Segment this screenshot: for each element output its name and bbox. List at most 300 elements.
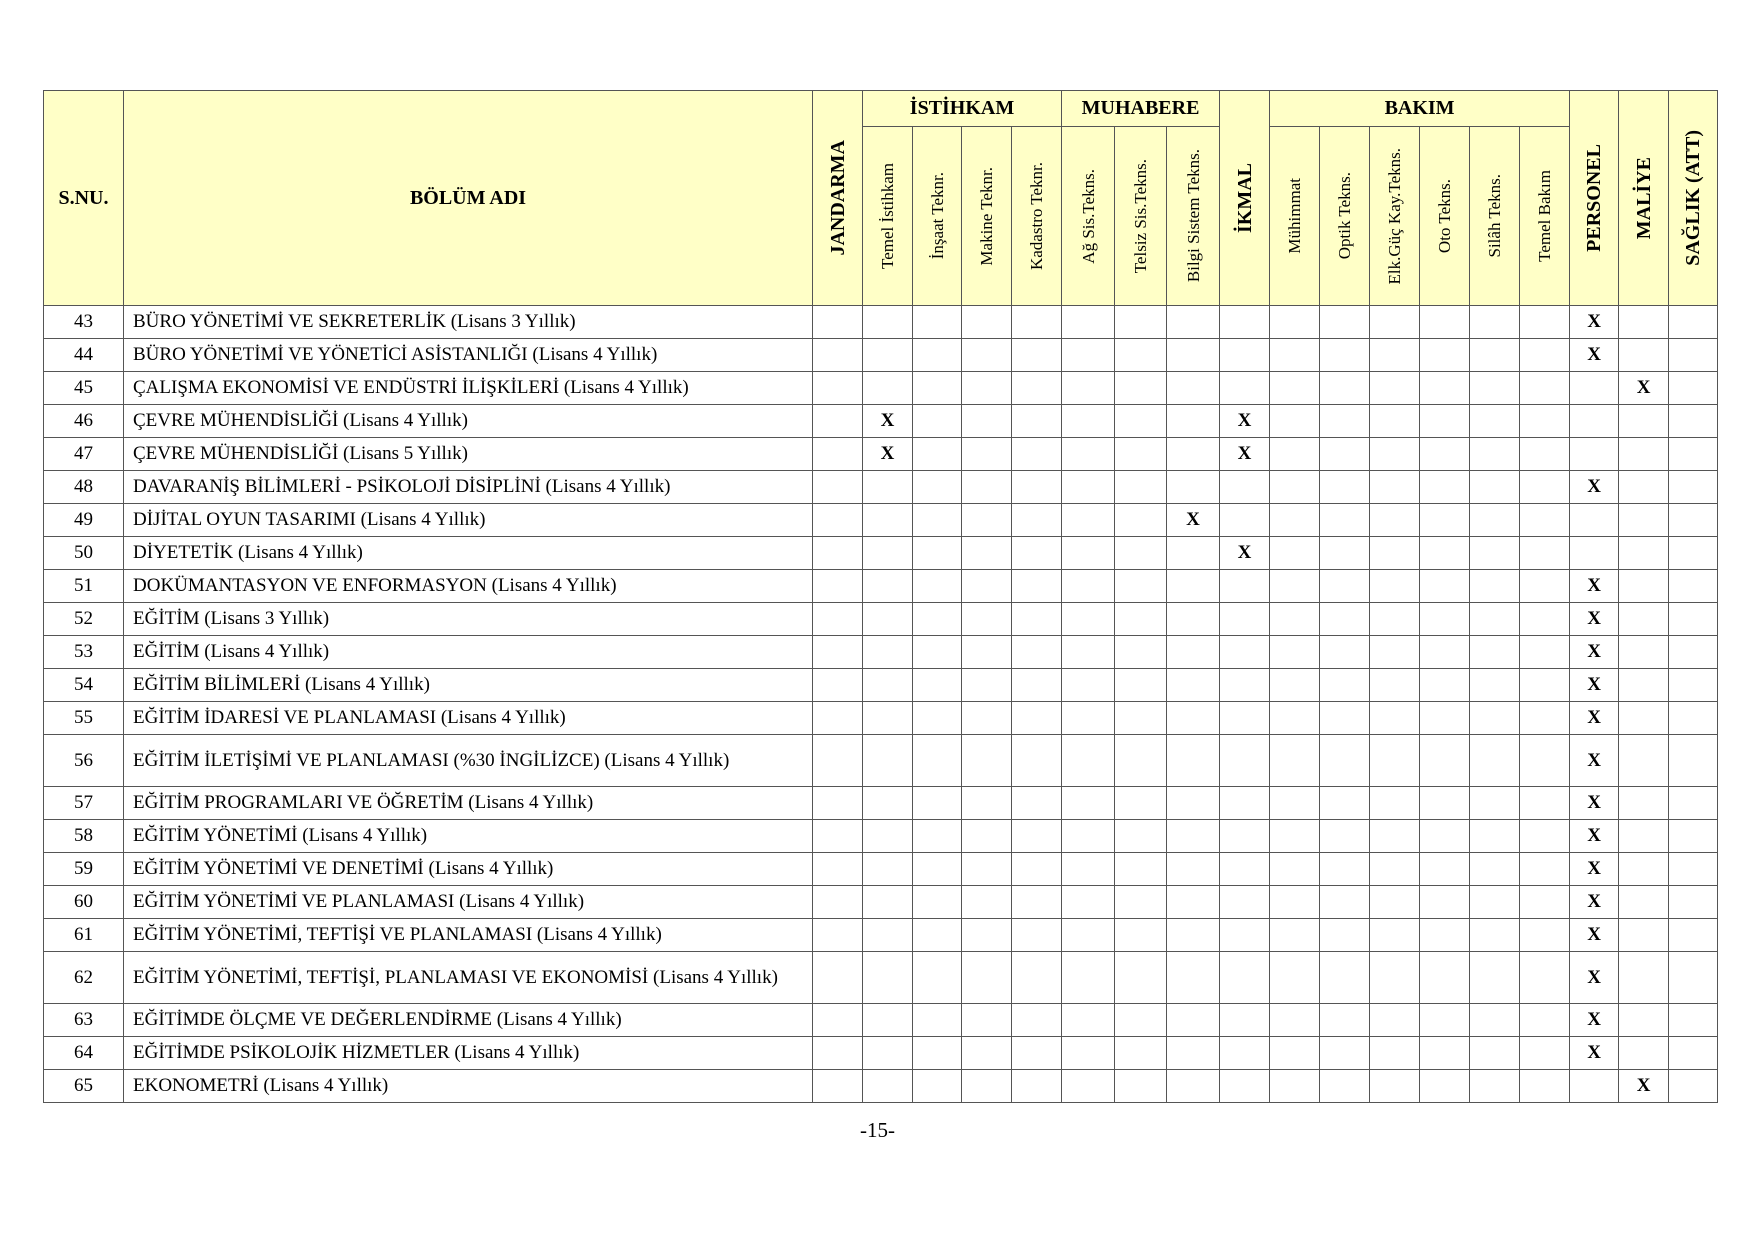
row-cell [1520, 669, 1570, 702]
row-cell [962, 787, 1012, 820]
header-group-bakim: BAKIM [1270, 91, 1570, 127]
header-col-maliye [1619, 91, 1669, 306]
row-sn: 63 [44, 1004, 124, 1037]
row-cell [813, 1037, 863, 1070]
row-cell [1320, 1004, 1370, 1037]
row-cell [1669, 919, 1718, 952]
row-cell [962, 570, 1012, 603]
row-cell [1370, 438, 1420, 471]
row-cell [1420, 1037, 1470, 1070]
row-cell [913, 787, 962, 820]
row-cell [962, 339, 1012, 372]
row-cell [962, 405, 1012, 438]
row-cell [1062, 952, 1115, 1004]
row-cell [1370, 504, 1420, 537]
row-cell [1619, 405, 1669, 438]
row-cell [1012, 787, 1062, 820]
row-mark: X [1570, 306, 1619, 339]
header-col-muhimmat [1270, 127, 1320, 306]
row-cell [1619, 570, 1669, 603]
row-cell [1470, 702, 1520, 735]
row-mark: X [1570, 339, 1619, 372]
row-cell [913, 636, 962, 669]
row-cell [1012, 952, 1062, 1004]
row-cell [1220, 787, 1270, 820]
row-cell [1062, 603, 1115, 636]
row-cell [1270, 636, 1320, 669]
row-cell [1062, 636, 1115, 669]
row-cell [1470, 537, 1520, 570]
row-sn: 54 [44, 669, 124, 702]
row-cell [813, 603, 863, 636]
row-cell [962, 1004, 1012, 1037]
row-cell [1320, 471, 1370, 504]
row-cell [813, 735, 863, 787]
row-cell [1669, 636, 1718, 669]
row-department-name: EĞİTİM YÖNETİMİ VE DENETİMİ (Lisans 4 Yıllık) [124, 853, 813, 886]
row-cell [863, 669, 913, 702]
row-cell [1520, 339, 1570, 372]
row-cell [1062, 1070, 1115, 1103]
row-cell [913, 1070, 962, 1103]
header-col-silah [1470, 127, 1520, 306]
row-cell [1370, 570, 1420, 603]
row-cell [1270, 438, 1320, 471]
row-cell [863, 603, 913, 636]
row-cell [913, 1004, 962, 1037]
row-cell [1669, 702, 1718, 735]
row-cell [863, 636, 913, 669]
row-cell [1115, 1070, 1167, 1103]
header-col-personel-label: PERSONEL [1583, 144, 1606, 252]
row-sn: 55 [44, 702, 124, 735]
row-cell [1115, 372, 1167, 405]
row-cell [1370, 306, 1420, 339]
row-cell [813, 1070, 863, 1103]
row-cell [1520, 372, 1570, 405]
row-mark: X [1570, 919, 1619, 952]
row-cell [1470, 669, 1520, 702]
row-mark: X [1619, 1070, 1669, 1103]
row-mark: X [1570, 471, 1619, 504]
header-col-personel [1570, 91, 1619, 306]
row-cell [863, 504, 913, 537]
row-mark: X [1570, 886, 1619, 919]
row-department-name: EKONOMETRİ (Lisans 4 Yıllık) [124, 1070, 813, 1103]
row-cell [1167, 471, 1220, 504]
row-cell [1270, 702, 1320, 735]
row-cell [1012, 853, 1062, 886]
row-mark: X [863, 438, 913, 471]
row-cell [1470, 471, 1520, 504]
row-cell [913, 438, 962, 471]
row-cell [813, 570, 863, 603]
row-cell [962, 504, 1012, 537]
row-cell [1619, 306, 1669, 339]
row-sn: 58 [44, 820, 124, 853]
row-cell [1619, 438, 1669, 471]
row-department-name: DİJİTAL OYUN TASARIMI (Lisans 4 Yıllık) [124, 504, 813, 537]
table-row [44, 603, 1718, 636]
row-cell [1420, 1070, 1470, 1103]
row-department-name: DAVARANİŞ BİLİMLERİ - PSİKOLOJİ DİSİPLİNİ (Lisans 4 Yıllık) [124, 471, 813, 504]
header-col-silah-label: Silâh Tekns. [1485, 174, 1505, 258]
row-cell [1619, 603, 1669, 636]
row-cell [1167, 306, 1220, 339]
row-cell [1420, 669, 1470, 702]
row-cell [1370, 1070, 1420, 1103]
header-col-saglik-label: SAĞLIK (ATT) [1682, 130, 1705, 266]
row-cell [1167, 537, 1220, 570]
row-cell [1062, 886, 1115, 919]
row-cell [1619, 669, 1669, 702]
row-cell [1520, 820, 1570, 853]
row-cell [1062, 735, 1115, 787]
row-sn: 56 [44, 735, 124, 787]
row-cell [1470, 952, 1520, 1004]
header-group-istihkam: İSTİHKAM [863, 91, 1062, 127]
row-cell [813, 787, 863, 820]
row-cell [813, 372, 863, 405]
row-cell [1370, 952, 1420, 1004]
row-cell [962, 919, 1012, 952]
row-cell [1270, 735, 1320, 787]
table-row [44, 952, 1718, 1004]
table-body [44, 306, 1718, 1103]
row-cell [1570, 504, 1619, 537]
row-cell [1370, 372, 1420, 405]
row-cell [1167, 438, 1220, 471]
row-mark: X [1570, 853, 1619, 886]
row-cell [1115, 787, 1167, 820]
row-cell [1220, 1004, 1270, 1037]
table-row [44, 504, 1718, 537]
row-cell [1520, 1004, 1570, 1037]
row-department-name: EĞİTİMDE ÖLÇME VE DEĞERLENDİRME (Lisans 4 Yıllık) [124, 1004, 813, 1037]
row-cell [813, 339, 863, 372]
row-cell [1619, 339, 1669, 372]
row-cell [1115, 636, 1167, 669]
row-cell [1115, 1004, 1167, 1037]
row-cell [1167, 603, 1220, 636]
row-cell [1669, 820, 1718, 853]
row-cell [962, 438, 1012, 471]
table-row [44, 471, 1718, 504]
row-cell [1669, 537, 1718, 570]
row-cell [1320, 702, 1370, 735]
row-cell [913, 537, 962, 570]
row-cell [1669, 853, 1718, 886]
row-cell [1062, 504, 1115, 537]
row-cell [1320, 735, 1370, 787]
row-cell [1270, 952, 1320, 1004]
header-col-kadastro-label: Kadastro Teknr. [1027, 161, 1047, 271]
row-sn: 45 [44, 372, 124, 405]
table-row [44, 438, 1718, 471]
row-cell [1167, 669, 1220, 702]
row-cell [1115, 853, 1167, 886]
header-col-temel-bakim [1520, 127, 1570, 306]
row-cell [1669, 471, 1718, 504]
header-col-insaat [913, 127, 962, 306]
row-cell [913, 504, 962, 537]
row-cell [1370, 1004, 1420, 1037]
row-cell [1220, 372, 1270, 405]
row-cell [1470, 438, 1520, 471]
row-cell [1270, 669, 1320, 702]
row-cell [1470, 886, 1520, 919]
row-cell [1420, 702, 1470, 735]
row-department-name: EĞİTİM BİLİMLERİ (Lisans 4 Yıllık) [124, 669, 813, 702]
row-cell [1012, 570, 1062, 603]
row-cell [813, 952, 863, 1004]
row-cell [913, 471, 962, 504]
row-mark: X [1570, 570, 1619, 603]
row-mark: X [1570, 820, 1619, 853]
row-cell [1520, 438, 1570, 471]
header-col-temel-bakim-label: Temel Bakım [1535, 170, 1555, 262]
table-row [44, 372, 1718, 405]
row-cell [1012, 438, 1062, 471]
row-cell [913, 405, 962, 438]
row-cell [1167, 886, 1220, 919]
row-cell [1420, 603, 1470, 636]
row-cell [1012, 919, 1062, 952]
row-cell [1012, 669, 1062, 702]
header-col-temel-istihkam [863, 127, 913, 306]
row-cell [813, 1004, 863, 1037]
row-department-name: ÇALIŞMA EKONOMİSİ VE ENDÜSTRİ İLİŞKİLERİ (Lisans 4 Yıllık) [124, 372, 813, 405]
row-department-name: EĞİTİM YÖNETİMİ (Lisans 4 Yıllık) [124, 820, 813, 853]
row-cell [1220, 853, 1270, 886]
row-cell [1062, 787, 1115, 820]
row-cell [1370, 339, 1420, 372]
row-cell [1115, 1037, 1167, 1070]
row-cell [1619, 735, 1669, 787]
page-number: -15- [860, 1118, 895, 1142]
row-cell [1520, 603, 1570, 636]
row-cell [1012, 306, 1062, 339]
row-department-name: EĞİTİM YÖNETİMİ VE PLANLAMASI (Lisans 4 Yıllık) [124, 886, 813, 919]
row-department-name: DOKÜMANTASYON VE ENFORMASYON (Lisans 4 Yıllık) [124, 570, 813, 603]
row-cell [1520, 919, 1570, 952]
row-cell [1669, 1037, 1718, 1070]
header-col-makine [962, 127, 1012, 306]
row-department-name: EĞİTİM İLETİŞİMİ VE PLANLAMASI (%30 İNGİLİZCE) (Lisans 4 Yıllık) [124, 735, 813, 787]
row-cell [1012, 1070, 1062, 1103]
header-col-ikmal [1220, 91, 1270, 306]
row-sn: 48 [44, 471, 124, 504]
row-mark: X [1570, 1004, 1619, 1037]
row-cell [1420, 438, 1470, 471]
row-cell [1012, 339, 1062, 372]
table-row [44, 1004, 1718, 1037]
row-cell [1220, 306, 1270, 339]
row-cell [913, 853, 962, 886]
row-cell [1270, 820, 1320, 853]
row-cell [863, 1037, 913, 1070]
row-cell [913, 886, 962, 919]
row-cell [1470, 787, 1520, 820]
row-cell [1470, 1004, 1520, 1037]
row-cell [863, 702, 913, 735]
row-cell [1320, 1037, 1370, 1070]
row-cell [1619, 1037, 1669, 1070]
row-cell [1320, 1070, 1370, 1103]
row-cell [1520, 537, 1570, 570]
row-cell [1470, 405, 1520, 438]
row-cell [1167, 570, 1220, 603]
row-cell [813, 537, 863, 570]
row-cell [1470, 636, 1520, 669]
row-sn: 64 [44, 1037, 124, 1070]
row-cell [1115, 603, 1167, 636]
row-mark: X [1619, 372, 1669, 405]
row-cell [962, 603, 1012, 636]
row-cell [1520, 735, 1570, 787]
row-cell [1520, 405, 1570, 438]
row-cell [1012, 471, 1062, 504]
row-cell [1320, 339, 1370, 372]
row-cell [1420, 1004, 1470, 1037]
row-cell [1167, 1037, 1220, 1070]
row-cell [1167, 820, 1220, 853]
row-cell [1669, 306, 1718, 339]
table-row [44, 702, 1718, 735]
row-cell [1012, 886, 1062, 919]
row-cell [1115, 702, 1167, 735]
row-mark: X [1570, 735, 1619, 787]
row-cell [1270, 919, 1320, 952]
row-cell [1470, 372, 1520, 405]
row-cell [813, 919, 863, 952]
row-cell [1420, 537, 1470, 570]
row-cell [813, 471, 863, 504]
row-cell [1012, 372, 1062, 405]
header-col-temel-istihkam-label: Temel İstihkam [878, 163, 897, 269]
row-cell [1470, 919, 1520, 952]
row-cell [1320, 787, 1370, 820]
row-cell [1167, 952, 1220, 1004]
row-cell [863, 1070, 913, 1103]
row-cell [1669, 570, 1718, 603]
row-cell [1167, 1070, 1220, 1103]
row-cell [913, 570, 962, 603]
header-sn: S.NU. [44, 91, 124, 306]
row-cell [1167, 702, 1220, 735]
row-cell [962, 853, 1012, 886]
row-cell [1470, 603, 1520, 636]
row-cell [1520, 471, 1570, 504]
row-cell [1520, 853, 1570, 886]
header-col-jandarma [813, 91, 863, 306]
row-cell [1012, 504, 1062, 537]
row-cell [1115, 886, 1167, 919]
row-cell [1062, 669, 1115, 702]
row-sn: 43 [44, 306, 124, 339]
row-cell [1115, 570, 1167, 603]
table-row [44, 1070, 1718, 1103]
table-row [44, 919, 1718, 952]
row-department-name: EĞİTİM YÖNETİMİ, TEFTİŞİ VE PLANLAMASI (Lisans 4 Yıllık) [124, 919, 813, 952]
row-cell [962, 537, 1012, 570]
row-cell [863, 306, 913, 339]
row-cell [1420, 919, 1470, 952]
header-col-insaat-label: İnşaat Teknr. [927, 172, 947, 260]
row-department-name: EĞİTİM PROGRAMLARI VE ÖĞRETİM (Lisans 4 Yıllık) [124, 787, 813, 820]
header-col-ikmal-label: İKMAL [1233, 163, 1256, 233]
row-cell [913, 339, 962, 372]
row-cell [962, 306, 1012, 339]
row-cell [863, 820, 913, 853]
row-cell [1669, 504, 1718, 537]
row-cell [1619, 504, 1669, 537]
row-cell [1270, 306, 1320, 339]
row-cell [1470, 306, 1520, 339]
row-cell [1220, 1037, 1270, 1070]
row-cell [1062, 570, 1115, 603]
row-cell [1220, 952, 1270, 1004]
row-sn: 62 [44, 952, 124, 1004]
row-mark: X [1220, 537, 1270, 570]
row-mark: X [1570, 1037, 1619, 1070]
row-cell [1520, 306, 1570, 339]
row-cell [863, 787, 913, 820]
row-cell [962, 952, 1012, 1004]
row-cell [1669, 669, 1718, 702]
row-cell [1570, 405, 1619, 438]
row-cell [813, 504, 863, 537]
table-row [44, 306, 1718, 339]
row-cell [1470, 1070, 1520, 1103]
row-cell [1669, 405, 1718, 438]
table-row [44, 787, 1718, 820]
row-department-name: BÜRO YÖNETİMİ VE YÖNETİCİ ASİSTANLIĞI (Lisans 4 Yıllık) [124, 339, 813, 372]
row-cell [913, 669, 962, 702]
table-row [44, 570, 1718, 603]
row-sn: 60 [44, 886, 124, 919]
row-cell [1220, 603, 1270, 636]
row-mark: X [1570, 636, 1619, 669]
row-cell [1370, 603, 1420, 636]
row-cell [962, 735, 1012, 787]
row-cell [1167, 372, 1220, 405]
header-col-bilgi-sistem-label: Bilgi Sistem Tekns. [1183, 149, 1203, 283]
row-cell [1167, 1004, 1220, 1037]
row-mark: X [1220, 438, 1270, 471]
row-cell [1115, 537, 1167, 570]
table-row [44, 537, 1718, 570]
row-cell [1420, 504, 1470, 537]
row-cell [913, 919, 962, 952]
row-cell [1270, 886, 1320, 919]
row-cell [1669, 1004, 1718, 1037]
row-cell [1520, 886, 1570, 919]
row-cell [913, 1037, 962, 1070]
row-cell [1669, 339, 1718, 372]
row-cell [1570, 537, 1619, 570]
row-cell [1320, 886, 1370, 919]
row-cell [863, 919, 913, 952]
row-department-name: ÇEVRE MÜHENDİSLİĞİ (Lisans 5 Yıllık) [124, 438, 813, 471]
row-cell [1220, 820, 1270, 853]
row-cell [1619, 853, 1669, 886]
row-cell [1270, 339, 1320, 372]
row-cell [1520, 1037, 1570, 1070]
row-sn: 61 [44, 919, 124, 952]
row-cell [1420, 787, 1470, 820]
row-cell [1115, 339, 1167, 372]
